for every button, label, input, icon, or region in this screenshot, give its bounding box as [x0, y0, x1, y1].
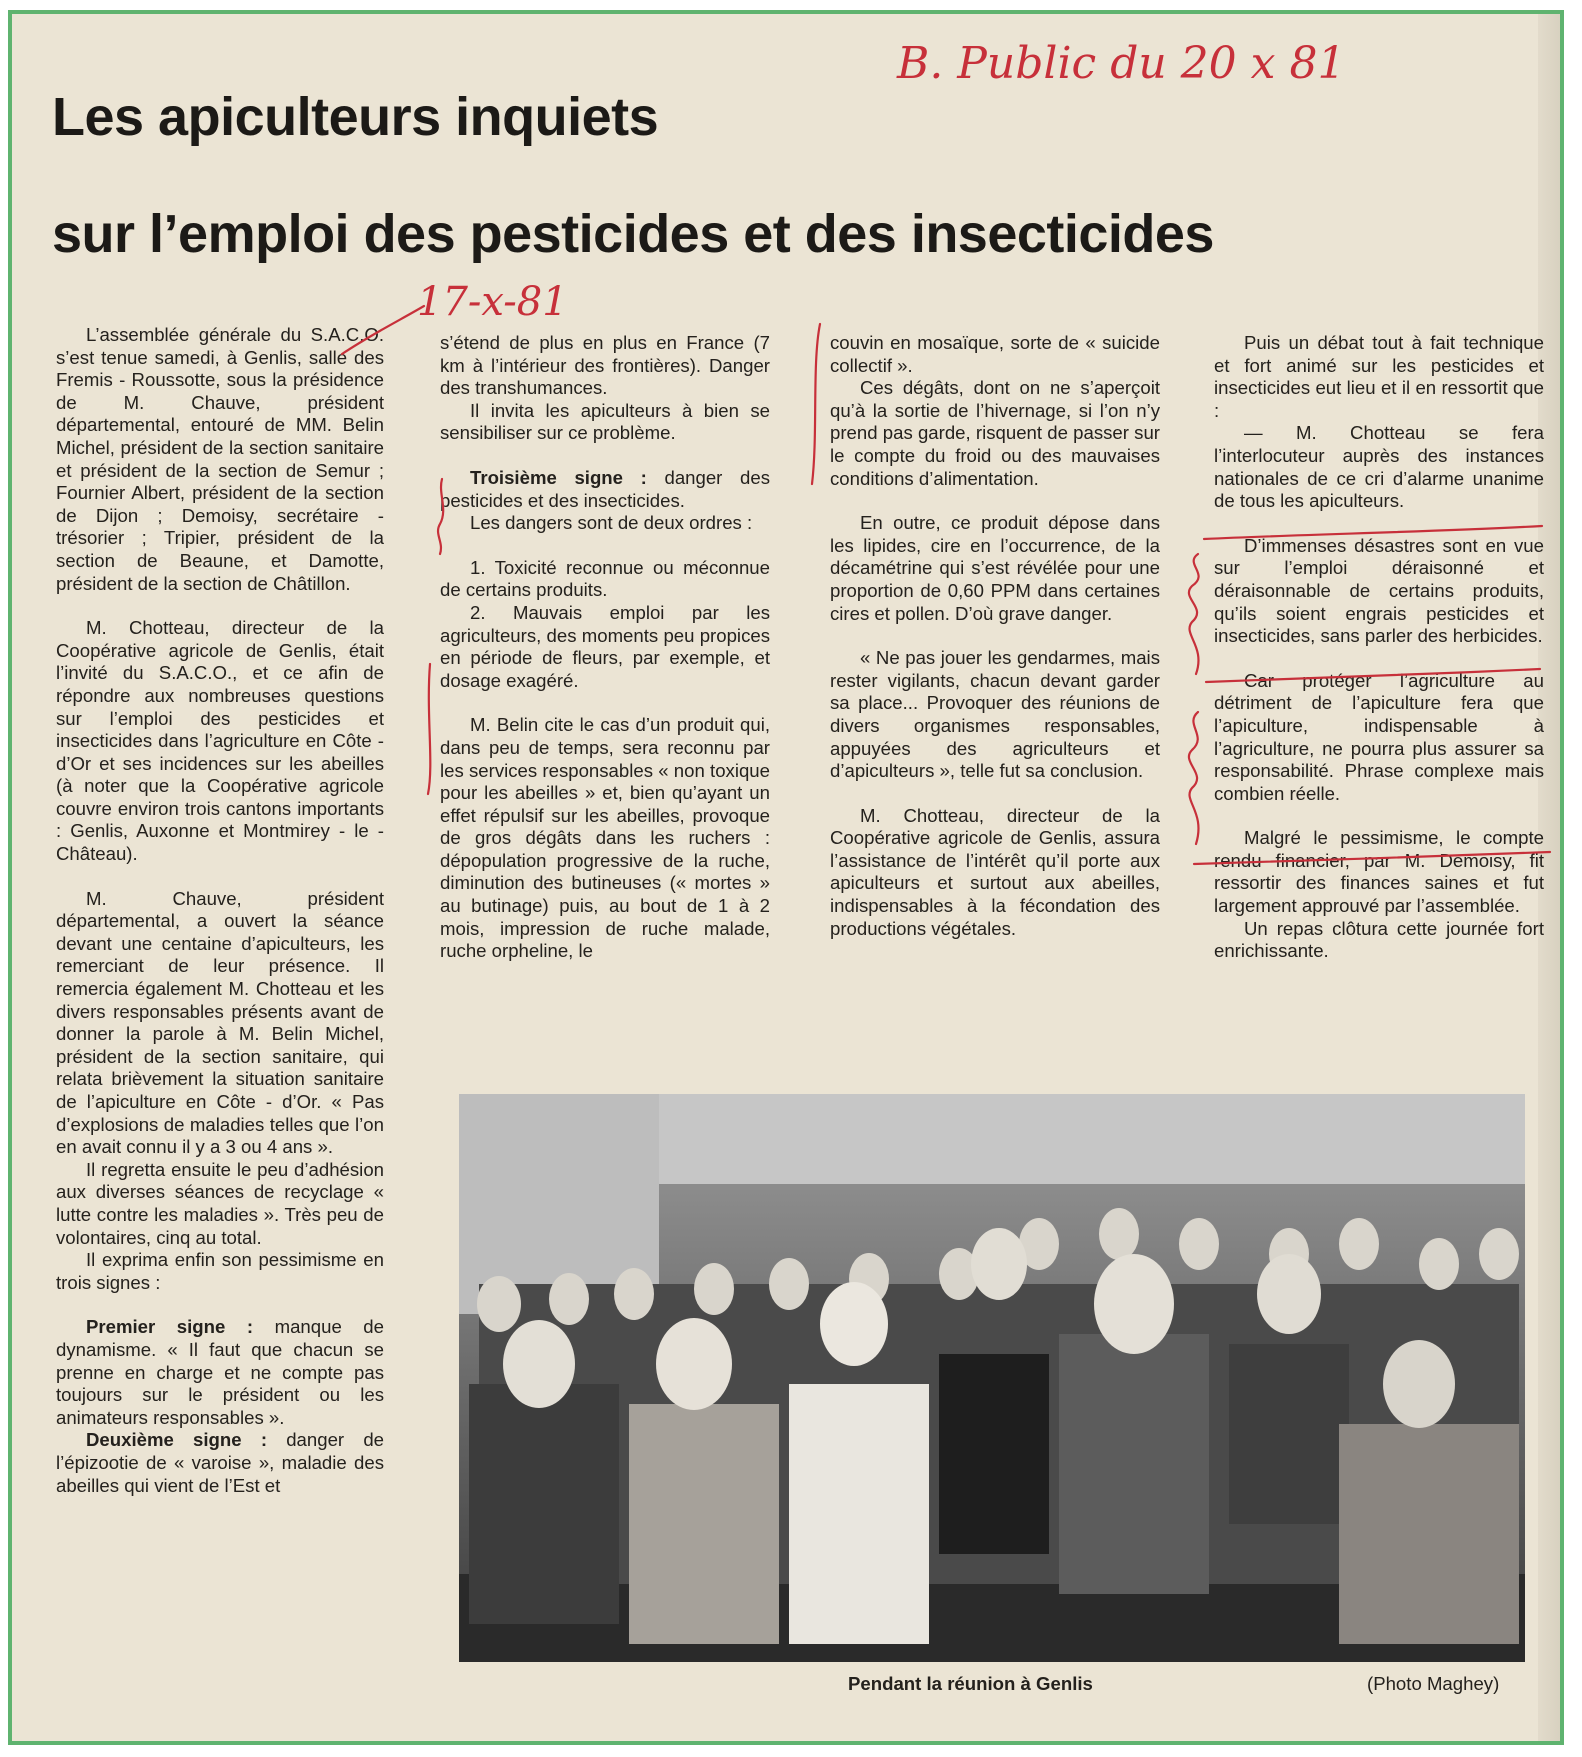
handwritten-source-note: B. Public du 20 x 81: [897, 38, 1346, 89]
paragraph: D’immenses désastres sont en vue sur l’emploi déraisonné et déraisonnable de certains produits, qu’ils soient engrais pesticides et insecticides, sans parler des herbicides.: [1214, 534, 1544, 647]
paragraph: s’étend de plus en plus en France (7 km à l’intérieur des frontières). Danger des transhumances.: [440, 332, 770, 399]
handwritten-date: 17-x-81: [417, 279, 568, 325]
paragraph: Les dangers sont de deux ordres :: [470, 512, 753, 534]
agriculture-bracket-mark: [1189, 712, 1199, 844]
paragraph: Ces dégâts, dont on ne s’aperçoit qu’à la sortie de l’hivernage, si l’on n’y prend pas garde, risquent de passer sur le compte du froid ou des mauvaises conditions d’alimentation.: [830, 377, 1160, 489]
paragraph: 1. Toxicité reconnue ou méconnue de certains produits.: [440, 556, 770, 601]
newspaper-clipping: [8, 10, 1564, 1745]
couvin-bracket-mark: [812, 324, 820, 484]
paragraph: M. Chauve, président départemental, a ouvert la séance devant une centaine d’apiculteurs, les remerciant de leur présence. Il remercia également M. Chotteau et les divers responsables présents avant de donner la parole à M. Belin Michel, président de la section sanitaire, qui relata brièvement la situation sanitaire de l’apiculture en Côte - d’Or. « Pas d’explosions de maladies telles que l’on en avait connu il y a 3 ou 4 ans ».: [56, 887, 384, 1158]
underline-apiculteurs: [1204, 526, 1542, 539]
paragraph: — M. Chotteau se fera l’interlocuteur auprès des instances nationales de ce cri d’alarme unanime de tous les apiculteurs.: [1214, 422, 1544, 512]
mauvais-emploi-bracket-mark: [428, 664, 430, 794]
subheading: Troisième signe :: [470, 466, 647, 488]
paragraph: « Ne pas jouer les gendarmes, mais rester vigilants, chacun devant garder sa place... Provoquer des réunions de divers organismes responsables, appuyées des agriculteurs et d’apiculteurs », telle fut sa conclusion.: [830, 647, 1160, 782]
subheading: Premier signe :: [86, 1316, 254, 1338]
paragraph: Il exprima enfin son pessimisme en trois signes :: [56, 1249, 384, 1293]
paragraph: couvin en mosaïque, sorte de « suicide collectif ».: [830, 332, 1160, 376]
paragraph: Puis un débat tout à fait technique et fort animé sur les pesticides et insecticides eut lieu et il en ressortit que :: [1214, 332, 1544, 421]
paragraph: En outre, ce produit dépose dans les lipides, cire en l’occurrence, de la décamétrine qui s’est révélée pour une proportion de 0,60 PPM dans certaines cires et pollen. D’où grave danger.: [830, 512, 1160, 624]
paragraph: M. Chotteau, directeur de la Coopérative agricole de Genlis, assura l’assistance de l’intérêt qu’il porte aux apiculteurs et surtout aux abeilles, indispensables à la fécondation des productions végétales.: [830, 804, 1160, 939]
paragraph: M. Belin cite le cas d’un produit qui, dans peu de temps, sera reconnu par les services responsables « non toxique pour les abeilles » et, bien qu’ayant un effet répulsif sur les abeilles, provoque de gros dégâts dans les ruchers : dépopulation progressive de la ruche, diminution des butineuses (« mortes » au butinage) puis, au bout de 1 à 2 mois, impression de ruche malade, ruche orpheline, le: [440, 714, 770, 962]
paragraph: L’assemblée générale du S.A.C.O. s’est tenue samedi, à Genlis, salle des Fremis - Roussotte, sous la présidence de M. Chauve, président départemental, entouré de MM. Belin Michel, président de la section sanitaire et président de la section de Semur ; Fournier Albert, président de la section de Dijon ; Demoisy, secrétaire - trésorier ; Tripier, président de la section de Beaune, et Damotte, président de la section de Châtillon.: [56, 324, 384, 594]
meeting-photo: [459, 1094, 1525, 1662]
paragraph: Un repas clôtura cette journée fort enrichissante.: [1214, 917, 1544, 962]
desastres-bracket-mark: [1189, 554, 1199, 674]
subheading: Deuxième signe :: [86, 1429, 268, 1451]
paragraph: Malgré le pessimisme, le compte rendu financier, par M. Demoisy, fit ressortir des finances saines et fut largement approuvé par l’assemblée.: [1214, 827, 1544, 917]
paragraph: Il regretta ensuite le peu d’adhésion aux diverses séances de recyclage « lutte contre les maladies ». Très peu de volontaires, cinq au total.: [56, 1158, 384, 1248]
paragraph: M. Chotteau, directeur de la Coopérative agricole de Genlis, était l’invité du S.A.C.O., et ce afin de répondre aux nombreuses questions sur l’emploi des pesticides et insecticides dans l’agriculture en Côte - d’Or et ses incidences sur les abeilles (à noter que la Coopérative agricole couvre environ trois cantons importants : Genlis, Auxonne et Montmirey - le - Château).: [56, 617, 384, 865]
troisieme-bracket-mark: [438, 479, 443, 554]
underline-reelle: [1194, 852, 1550, 864]
audience-illustration: [459, 1094, 1525, 1662]
paragraph: 2. Mauvais emploi par les agriculteurs, des moments peu propices en période de fleurs, par exemple, et dosage exagéré.: [440, 601, 770, 691]
photo-caption: Pendant la réunion à Genlis: [848, 1673, 1093, 1694]
paragraph: Car protéger l’agriculture au détriment de l’apiculture fera que l’apiculture, indispensable à l’agriculture, ne pourra plus assurer sa responsabilité. Phrase complexe mais combien réelle.: [1214, 669, 1544, 804]
paragraph: Il invita les apiculteurs à bien se sensibiliser sur ce problème.: [440, 399, 770, 444]
paragraph-text: manque de dynamisme. « Il faut que chacun se prenne en charge et ne compte pas toujours sur le président ou les animateurs responsables ».: [56, 1316, 384, 1428]
headline-line-2: sur l’emploi des pesticides et des insecticides: [52, 204, 1214, 264]
paragraph-text: danger de l’épizootie de « varoise », maladie des abeilles qui vient de l’Est et: [56, 1429, 384, 1496]
photo-credit: (Photo Maghey): [1367, 1673, 1500, 1694]
underline-herbicides: [1206, 669, 1540, 682]
date-arrow-mark: [342, 306, 424, 354]
paragraph-text: danger des pesticides et des insecticides.: [440, 466, 770, 511]
headline-line-1: Les apiculteurs inquiets: [52, 87, 659, 147]
